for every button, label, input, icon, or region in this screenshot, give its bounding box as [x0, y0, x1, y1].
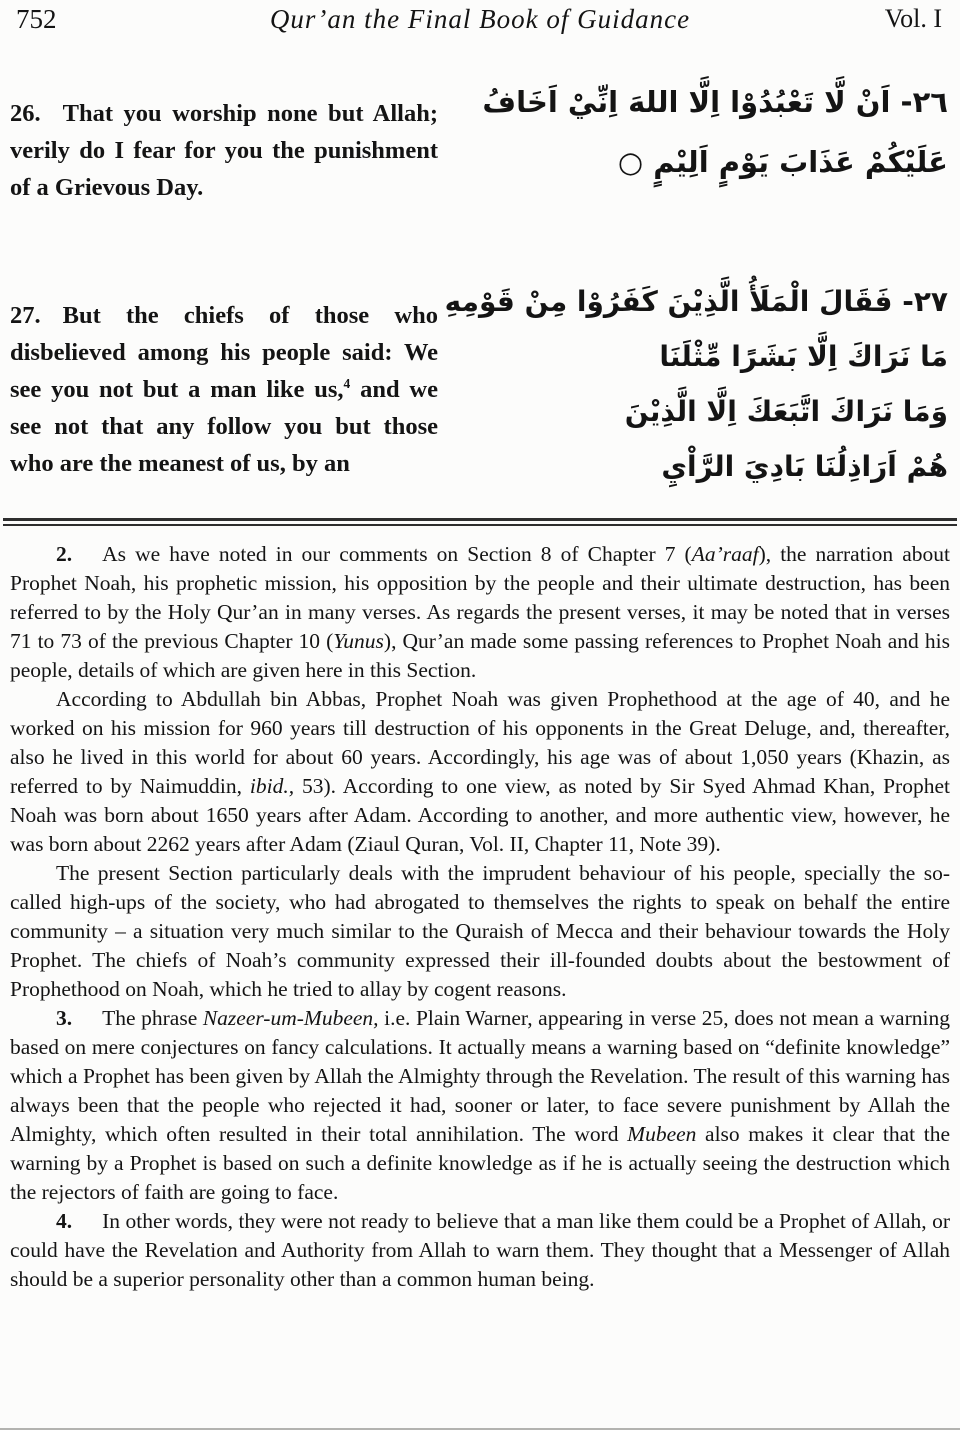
arabic-verse-line: هُمْ اَرَاذِلُنَا بَادِيَ الرَّاْيِ — [661, 450, 948, 483]
footnote-separator-rule — [3, 518, 957, 526]
text-segment: The phrase — [102, 1006, 203, 1030]
text-segment: But the chiefs of those who disbelieved among his people said: We see you not but a man like us, — [10, 301, 438, 403]
text-segment: and we see not that any follow you but those who are the meanest of us, by an — [10, 375, 438, 477]
footnote-number: 2. — [56, 542, 73, 566]
footnote-paragraph — [10, 685, 950, 859]
running-title: Qur’an the Final Book of Guidance — [269, 4, 691, 34]
verse-26-translation — [10, 95, 438, 206]
verse-27-text — [10, 302, 438, 477]
arabic-verse-line: مَا نَرَاكَ اِلَّا بَشَرًا مِّثْلَنَا — [659, 340, 948, 373]
text-segment: Yunus — [333, 629, 384, 653]
text-segment: ibid., — [249, 774, 295, 798]
text-segment: In other words, they were not ready to believe that a man like them could be a Prophet of Allah, or could have the Revelation and Authority from Allah to warn them. They thought that a Messenger of Allah should be a superior personality other than a common human being. — [10, 1209, 950, 1291]
page-number: 752 — [16, 4, 57, 34]
text-segment: That you worship none but Allah; verily do I fear for you the punishment of a Grievous Day. — [10, 99, 438, 201]
text-segment: i.e. Plain Warner, appearing in verse 25, does not mean a warning based on mere conjectures on fancy calculations. It actually means a warning based on “definite knowledge” which a Prophet has been given by Allah the Almighty through the Revelation. The result of this warning has always been that the people who rejected it had, sooner or later, to face severe punishment by Allah the Almighty, which often resulted in their total annihilation. The word — [10, 1006, 950, 1146]
text-segment: Nazeer-um-Mubeen, — [202, 1006, 379, 1030]
footnote-paragraph — [10, 540, 950, 685]
verses-section — [0, 48, 960, 506]
verse-26-text — [10, 100, 438, 201]
verse-27-arabic — [438, 272, 952, 494]
arabic-verse-line: عَلَيْكُمْ عَذَابَ يَوْمٍ اَلِيْمٍ ○ — [617, 145, 948, 179]
text-segment: Mubeen — [627, 1122, 697, 1146]
text-segment: As we have noted in our comments on Section 8 of Chapter 7 ( — [102, 542, 692, 566]
verse-27-row — [10, 272, 952, 506]
arabic-verse-line: وَمَا نَرَاكَ اتَّبَعَكَ اِلَّا الَّذِيْنَ — [624, 395, 948, 428]
verse-26-arabic — [438, 70, 952, 192]
footnote-paragraph — [10, 1004, 950, 1207]
verse-27-translation — [10, 297, 438, 482]
text-segment: ), the narration about Prophet Noah, his prophetic mission, his opposition by the people and their ultimate destruction, has been referred to by the Holy Qur’an in many verses. As regards the present verses, it may be noted that in verses 71 to 73 of the previous Chapter 10 ( — [10, 542, 950, 653]
verse-27-number: 27. — [10, 301, 41, 329]
text-segment: According to Abdullah bin Abbas, Prophet Noah was given Prophethood at the age of 40, and he worked on his mission for 960 years till destruction of his opponents in the Great Deluge, and, thereafter, also he lived in this world for about 60 years. Accordingly, his age was of about 1,050 years (Khazin, as referred to by Naimuddin, — [10, 687, 950, 798]
verse-26-row — [10, 70, 952, 230]
text-segment: also makes it clear that the warning by a Prophet is based on such a definite knowledge as if he is actually seeing the destruction which the rejectors of faith are going to face. — [10, 1122, 950, 1204]
footnote-paragraph — [10, 1207, 950, 1294]
arabic-verse-line: ٢٧- فَقَالَ الْمَلَأُ الَّذِيْنَ كَفَرُوْا مِنْ قَوْمِهِ — [444, 285, 948, 318]
footnote-marker: 4 — [343, 375, 351, 391]
footnote-number: 3. — [56, 1006, 73, 1030]
footnotes-section — [0, 526, 960, 1294]
footnote-paragraph — [10, 859, 950, 1004]
text-segment: 53). According to one view, as noted by Sir Syed Ahmad Khan, Prophet Noah was born about 1650 years after Adam. According to another, and more authentic view, however, he was born about 2262 years after Adam (Ziaul Quran, Vol. II, Chapter 11, Note 39). — [10, 774, 950, 856]
text-segment: The present Section particularly deals with the imprudent behaviour of his people, specially the so-called high-ups of the society, who had abrogated to themselves the rights to speak on behalf the entire community – a situation very much similar to the Quraish of Mecca and their behaviour towards the Holy Prophet. The chiefs of Noah’s community expressed their ill-founded doubts about the bestowment of Prophethood on Noah, which he tried to allay by cogent reasons. — [10, 861, 950, 1001]
verse-26-number: 26. — [10, 99, 41, 127]
text-segment: Aa’raaf — [691, 542, 759, 566]
text-segment: ), Qur’an made some passing references to Prophet Noah and his people, details of which are given here in this Section. — [10, 629, 950, 682]
volume-label: Vol. I — [884, 4, 942, 33]
page-header — [0, 0, 960, 48]
footnote-number: 4. — [56, 1209, 73, 1233]
arabic-verse-line: ٢٦- اَنْ لَّا تَعْبُدُوْا اِلَّا اللهَ اِنِّيْ اَخَافُ — [482, 85, 948, 119]
